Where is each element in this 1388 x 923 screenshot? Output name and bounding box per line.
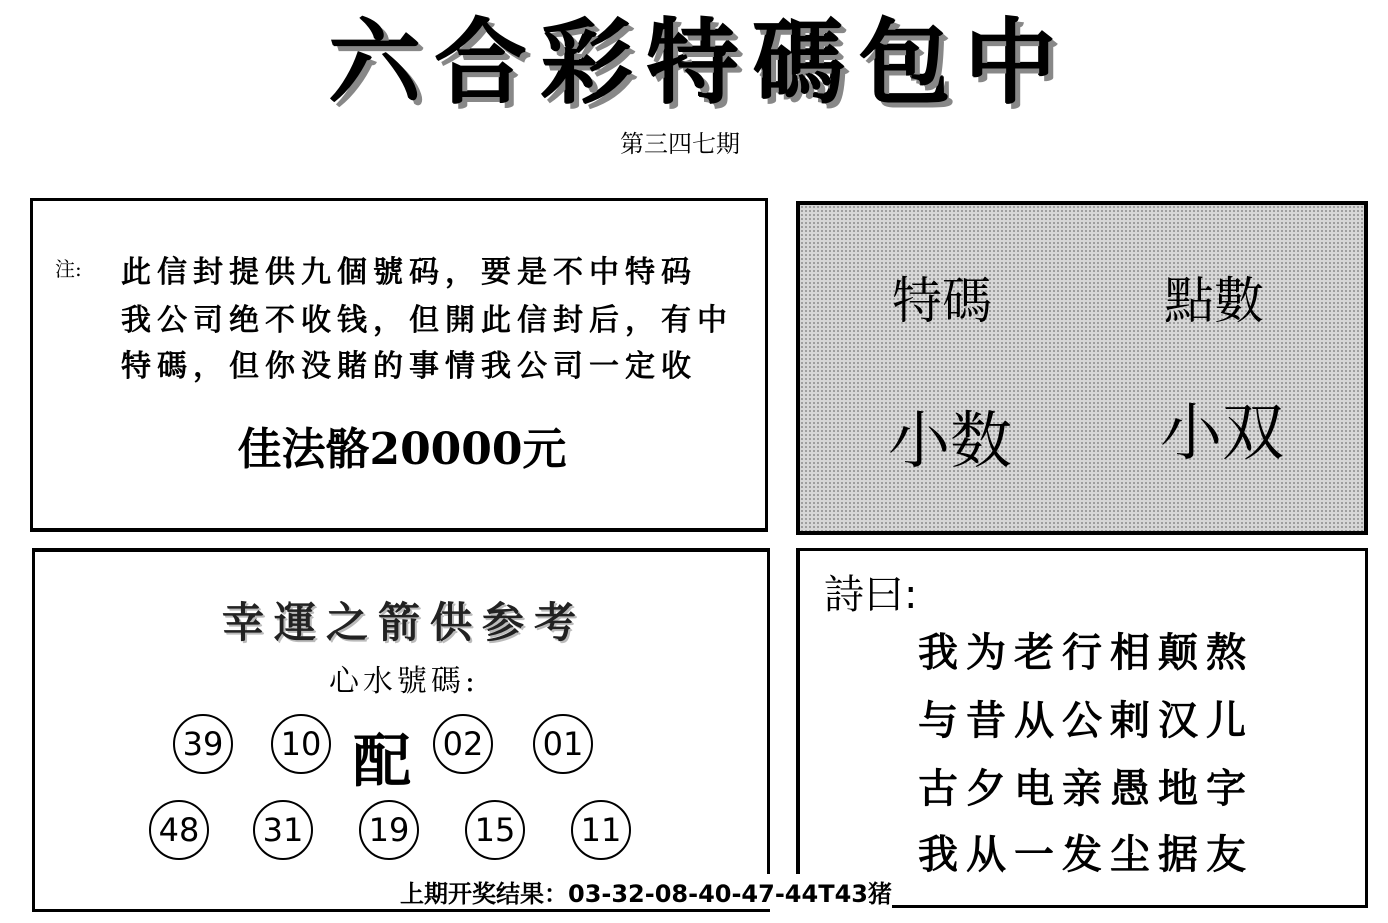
poem-line-4: 我从一发尘据友 xyxy=(918,831,1254,878)
special-code-value: 小数 xyxy=(888,404,1013,477)
number-ball: 48 xyxy=(149,800,209,860)
lucky-subtitle: 心水號碼: xyxy=(328,664,480,699)
points-label: 點數 xyxy=(1164,272,1264,330)
lucky-title: 幸運之箭供参考 xyxy=(221,598,586,647)
note-mark: 注: xyxy=(55,257,82,281)
pei-character: 配 xyxy=(353,727,412,795)
issue-number: 第三四七期 xyxy=(620,130,740,158)
number-ball: 19 xyxy=(359,800,419,860)
number-ball: 15 xyxy=(465,800,525,860)
notice-line-1: 此信封提供九個號码，要是不中特码 xyxy=(121,255,697,290)
notice-line-3: 特碼，但你没賭的事情我公司一定收 xyxy=(121,349,697,384)
poem-panel xyxy=(796,548,1368,908)
special-code-panel xyxy=(796,201,1368,535)
prize-amount: 佳法骼20000元 xyxy=(237,424,567,475)
number-ball: 02 xyxy=(433,714,493,774)
poem-line-3: 古夕电亲愚地字 xyxy=(918,765,1254,812)
points-value: 小双 xyxy=(1160,396,1285,469)
special-code-label: 特碼 xyxy=(892,272,992,330)
number-ball: 11 xyxy=(571,800,631,860)
last-draw-result: 上期开奖结果：03-32-08-40-47-44T43猪 xyxy=(400,874,892,909)
notice-panel xyxy=(30,198,768,532)
poem-heading: 詩曰: xyxy=(824,572,918,618)
page-title: 六合彩特碼包中 xyxy=(328,9,1071,117)
number-ball: 10 xyxy=(271,714,331,774)
poem-line-2: 与昔从公剌汉儿 xyxy=(918,697,1254,744)
number-ball: 31 xyxy=(253,800,313,860)
number-ball: 39 xyxy=(173,714,233,774)
number-ball: 01 xyxy=(533,714,593,774)
lucky-numbers-panel xyxy=(32,548,770,912)
poem-line-1: 我为老行相颠熬 xyxy=(918,629,1254,676)
notice-line-2: 我公司绝不收钱，但開此信封后，有中 xyxy=(121,303,733,338)
